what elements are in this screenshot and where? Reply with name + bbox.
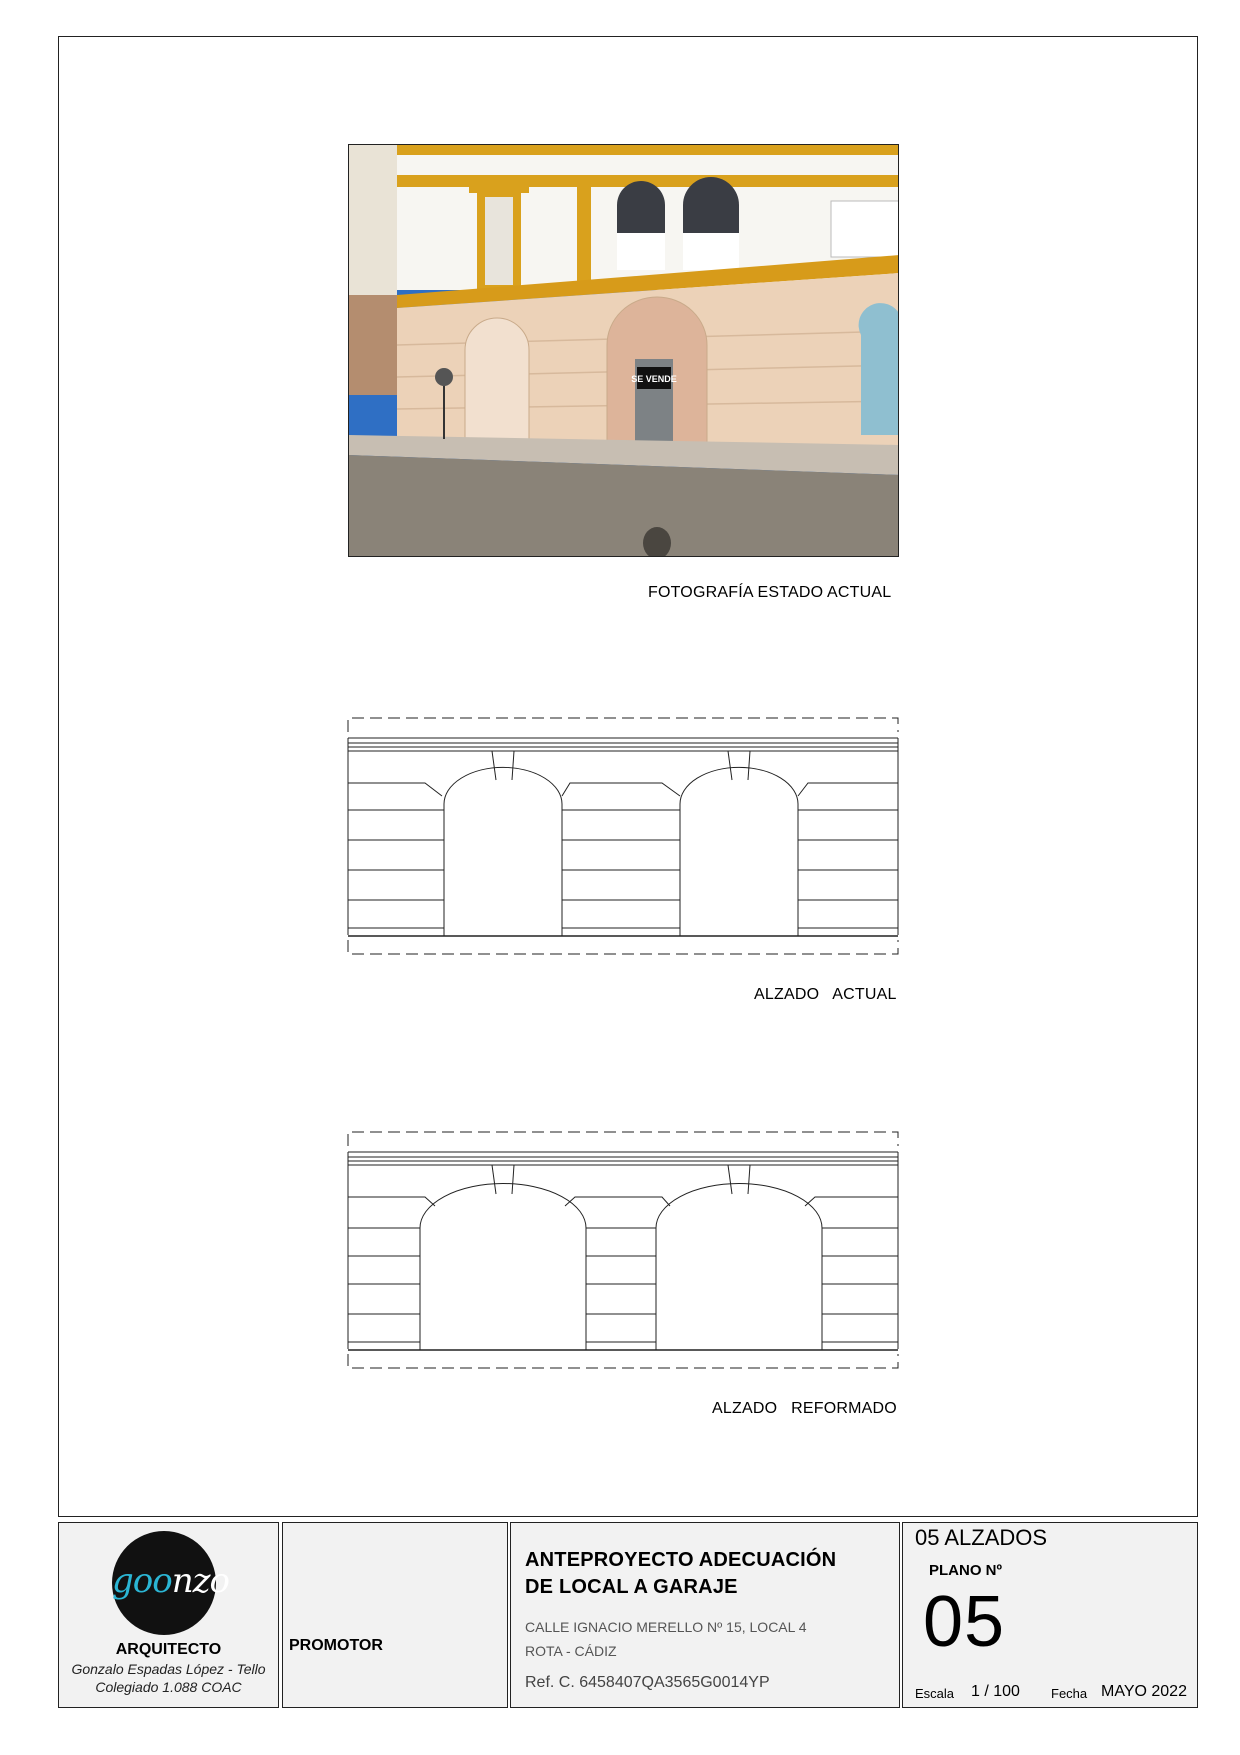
project-title-line1: ANTEPROYECTO ADECUACIÓN (525, 1549, 837, 1571)
promoter-cell (282, 1522, 508, 1708)
architect-label: ARQUITECTO (115, 1641, 222, 1658)
current-state-photo (348, 144, 899, 557)
scale-label: Escala (915, 1686, 955, 1701)
current-elevation-caption: ALZADO ACTUAL (754, 986, 897, 1003)
cadastral-reference: Ref. C. 6458407QA3565G0014YP (525, 1674, 770, 1691)
logo-text-part2: nzo (171, 1561, 229, 1601)
architect-registration: Colegiado 1.088 COAC (95, 1679, 242, 1695)
project-cell (510, 1522, 900, 1708)
current-elevation-drawing (340, 710, 910, 960)
promoter-label: PROMOTOR (289, 1637, 383, 1654)
project-title-line2: DE LOCAL A GARAJE (525, 1576, 738, 1598)
date-value: MAYO 2022 (1101, 1683, 1187, 1700)
sheet-title: 05 ALZADOS (915, 1525, 1048, 1550)
sheet-cell (902, 1522, 1198, 1708)
for-sale-sign-text: SE VENDE (631, 374, 677, 384)
renovated-elevation-caption: ALZADO REFORMADO (712, 1400, 897, 1417)
renovated-elevation-drawing (340, 1124, 910, 1374)
photo-caption: FOTOGRAFÍA ESTADO ACTUAL (648, 584, 892, 601)
logo-text-part1: goo (112, 1561, 172, 1601)
sheet-number-label: PLANO Nº (929, 1562, 1002, 1579)
sheet-number: 05 (923, 1582, 1006, 1662)
date-label: Fecha (1051, 1686, 1088, 1701)
project-title (525, 1547, 836, 1601)
address-line2: ROTA - CÁDIZ (525, 1643, 617, 1659)
scale-value: 1 / 100 (971, 1683, 1020, 1700)
address-line1: CALLE IGNACIO MERELLO Nº 15, LOCAL 4 (525, 1619, 807, 1635)
architect-name: Gonzalo Espadas López - Tello (71, 1661, 266, 1677)
architect-logo (112, 1531, 229, 1635)
architect-cell (58, 1522, 279, 1708)
